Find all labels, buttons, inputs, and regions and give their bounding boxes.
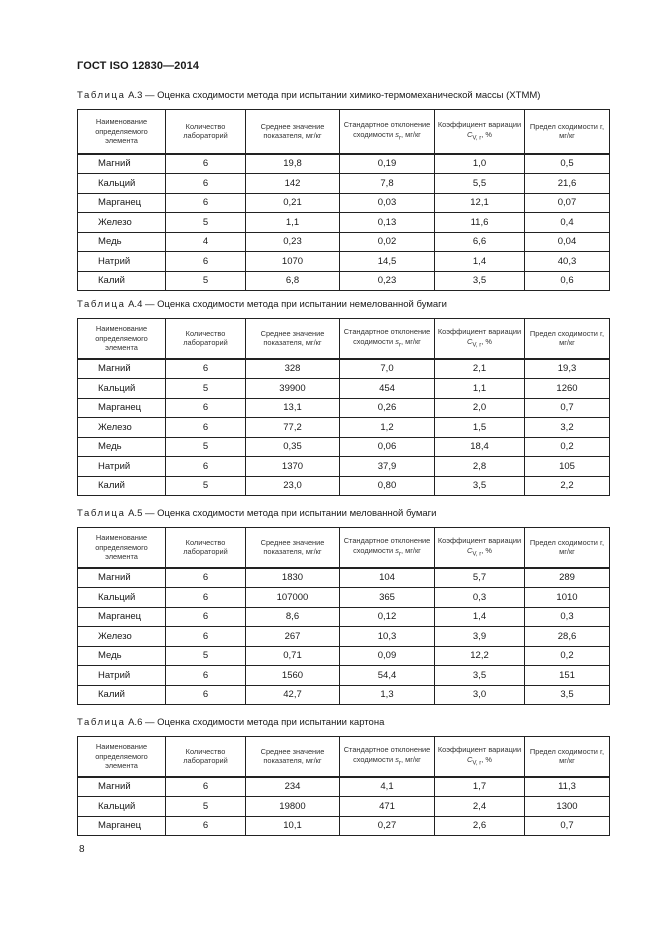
column-header: Стандартное отклонение сходимости $s_r$, мг/кг	[340, 110, 435, 154]
value-cell: 6	[166, 588, 246, 608]
value-cell: 7,8	[340, 174, 435, 194]
value-cell: 6	[166, 568, 246, 588]
table-caption-text: А.3 — Оценка сходимости метода при испытании химико-термомеханической массы (ХТММ)	[125, 90, 541, 101]
table-row	[78, 568, 610, 588]
element-name-cell: Кальций	[78, 797, 166, 817]
data-table	[77, 527, 610, 705]
table-row	[78, 588, 610, 608]
value-cell: 142	[246, 174, 340, 194]
table-row	[78, 437, 610, 457]
data-table	[77, 318, 610, 496]
value-cell: 6	[166, 627, 246, 647]
table-row	[78, 476, 610, 496]
table-caption-label: Таблица	[77, 717, 126, 728]
value-cell: 1,4	[435, 607, 525, 627]
value-cell: 6	[166, 685, 246, 705]
value-cell: 0,03	[340, 193, 435, 213]
table-row	[78, 777, 610, 797]
value-cell: 0,3	[435, 588, 525, 608]
value-cell: 0,04	[525, 232, 610, 252]
value-cell: 1,1	[435, 379, 525, 399]
value-cell: 40,3	[525, 252, 610, 272]
table-header-row	[78, 528, 610, 568]
column-header: Наименование определяемого элемента	[78, 110, 166, 154]
table-row	[78, 154, 610, 174]
table-caption-text: А.4 — Оценка сходимости метода при испытании немелованной бумаги	[125, 299, 447, 310]
value-cell: 0,7	[525, 816, 610, 836]
table-row	[78, 379, 610, 399]
element-name-cell: Калий	[78, 685, 166, 705]
value-cell: 42,7	[246, 685, 340, 705]
table-row	[78, 359, 610, 379]
value-cell: 1370	[246, 457, 340, 477]
value-cell: 1,3	[340, 685, 435, 705]
value-cell: 0,7	[525, 398, 610, 418]
element-name-cell: Натрий	[78, 666, 166, 686]
element-name-cell: Натрий	[78, 457, 166, 477]
value-cell: 19,3	[525, 359, 610, 379]
value-cell: 0,6	[525, 271, 610, 291]
column-header: Наименование определяемого элемента	[78, 737, 166, 777]
element-name-cell: Железо	[78, 418, 166, 438]
table-row	[78, 271, 610, 291]
element-name-cell: Магний	[78, 777, 166, 797]
value-cell: 3,5	[435, 476, 525, 496]
table-row	[78, 457, 610, 477]
value-cell: 23,0	[246, 476, 340, 496]
value-cell: 0,80	[340, 476, 435, 496]
table-row	[78, 213, 610, 233]
value-cell: 6	[166, 154, 246, 174]
value-cell: 0,19	[340, 154, 435, 174]
table-caption	[77, 299, 447, 310]
value-cell: 104	[340, 568, 435, 588]
element-name-cell: Кальций	[78, 174, 166, 194]
value-cell: 234	[246, 777, 340, 797]
value-cell: 289	[525, 568, 610, 588]
table-row	[78, 797, 610, 817]
table-header-row	[78, 319, 610, 359]
value-cell: 1,2	[340, 418, 435, 438]
value-cell: 267	[246, 627, 340, 647]
value-cell: 1830	[246, 568, 340, 588]
column-header: Стандартное отклонение сходимости $s_r$, мг/кг	[340, 319, 435, 359]
value-cell: 3,9	[435, 627, 525, 647]
value-cell: 0,35	[246, 437, 340, 457]
value-cell: 2,6	[435, 816, 525, 836]
value-cell: 8,6	[246, 607, 340, 627]
element-name-cell: Кальций	[78, 379, 166, 399]
value-cell: 151	[525, 666, 610, 686]
value-cell: 21,6	[525, 174, 610, 194]
value-cell: 2,1	[435, 359, 525, 379]
value-cell: 18,4	[435, 437, 525, 457]
value-cell: 0,07	[525, 193, 610, 213]
table-row	[78, 607, 610, 627]
column-header: Количество лабораторий	[166, 528, 246, 568]
value-cell: 6	[166, 777, 246, 797]
value-cell: 1,5	[435, 418, 525, 438]
value-cell: 107000	[246, 588, 340, 608]
value-cell: 365	[340, 588, 435, 608]
table-caption-label: Таблица	[77, 90, 126, 101]
column-header: Коэффициент вариации $C_{V, r}$, %	[435, 737, 525, 777]
value-cell: 1,4	[435, 252, 525, 272]
value-cell: 5,5	[435, 174, 525, 194]
element-name-cell: Железо	[78, 627, 166, 647]
value-cell: 0,2	[525, 437, 610, 457]
element-name-cell: Магний	[78, 359, 166, 379]
element-name-cell: Калий	[78, 476, 166, 496]
value-cell: 12,1	[435, 193, 525, 213]
column-header: Количество лабораторий	[166, 110, 246, 154]
value-cell: 0,2	[525, 646, 610, 666]
column-header: Среднее значение показателя, мг/кг	[246, 528, 340, 568]
element-name-cell: Марганец	[78, 193, 166, 213]
column-header: Среднее значение показателя, мг/кг	[246, 110, 340, 154]
table-row	[78, 816, 610, 836]
value-cell: 454	[340, 379, 435, 399]
table-caption-label: Таблица	[77, 508, 126, 519]
value-cell: 6	[166, 457, 246, 477]
column-header: Предел сходимости r, мг/кг	[525, 528, 610, 568]
value-cell: 6	[166, 398, 246, 418]
element-name-cell: Марганец	[78, 398, 166, 418]
table-row	[78, 646, 610, 666]
element-name-cell: Калий	[78, 271, 166, 291]
value-cell: 0,06	[340, 437, 435, 457]
value-cell: 0,23	[340, 271, 435, 291]
column-header: Стандартное отклонение сходимости $s_r$, мг/кг	[340, 737, 435, 777]
table-row	[78, 685, 610, 705]
value-cell: 105	[525, 457, 610, 477]
table-caption	[77, 508, 436, 519]
value-cell: 1300	[525, 797, 610, 817]
column-header: Наименование определяемого элемента	[78, 319, 166, 359]
table-caption-text: А.6 — Оценка сходимости метода при испытании картона	[125, 717, 385, 728]
value-cell: 19800	[246, 797, 340, 817]
element-name-cell: Железо	[78, 213, 166, 233]
element-name-cell: Магний	[78, 154, 166, 174]
value-cell: 3,0	[435, 685, 525, 705]
value-cell: 1,1	[246, 213, 340, 233]
value-cell: 2,8	[435, 457, 525, 477]
column-header: Коэффициент вариации $C_{V, r}$, %	[435, 319, 525, 359]
table-row	[78, 174, 610, 194]
value-cell: 1010	[525, 588, 610, 608]
value-cell: 11,3	[525, 777, 610, 797]
value-cell: 1560	[246, 666, 340, 686]
column-header: Среднее значение показателя, мг/кг	[246, 319, 340, 359]
value-cell: 1070	[246, 252, 340, 272]
value-cell: 5	[166, 797, 246, 817]
table-row	[78, 666, 610, 686]
value-cell: 5,7	[435, 568, 525, 588]
value-cell: 37,9	[340, 457, 435, 477]
value-cell: 0,3	[525, 607, 610, 627]
value-cell: 0,21	[246, 193, 340, 213]
value-cell: 2,4	[435, 797, 525, 817]
table-caption	[77, 90, 540, 101]
value-cell: 5	[166, 437, 246, 457]
element-name-cell: Марганец	[78, 816, 166, 836]
value-cell: 5	[166, 646, 246, 666]
data-table	[77, 109, 610, 291]
value-cell: 0,26	[340, 398, 435, 418]
table-caption	[77, 717, 384, 728]
value-cell: 0,71	[246, 646, 340, 666]
value-cell: 6,8	[246, 271, 340, 291]
table-row	[78, 627, 610, 647]
value-cell: 54,4	[340, 666, 435, 686]
column-header: Наименование определяемого элемента	[78, 528, 166, 568]
value-cell: 471	[340, 797, 435, 817]
value-cell: 6	[166, 816, 246, 836]
value-cell: 1,0	[435, 154, 525, 174]
column-header: Количество лабораторий	[166, 319, 246, 359]
value-cell: 0,09	[340, 646, 435, 666]
element-name-cell: Марганец	[78, 607, 166, 627]
column-header: Предел сходимости r, мг/кг	[525, 110, 610, 154]
column-header: Коэффициент вариации $C_{V, r}$, %	[435, 528, 525, 568]
value-cell: 4	[166, 232, 246, 252]
table-caption-text: А.5 — Оценка сходимости метода при испытании мелованной бумаги	[125, 508, 437, 519]
column-header: Коэффициент вариации $C_{V, r}$, %	[435, 110, 525, 154]
value-cell: 0,4	[525, 213, 610, 233]
value-cell: 14,5	[340, 252, 435, 272]
value-cell: 13,1	[246, 398, 340, 418]
value-cell: 1260	[525, 379, 610, 399]
value-cell: 5	[166, 213, 246, 233]
table-header-row	[78, 737, 610, 777]
value-cell: 3,5	[435, 666, 525, 686]
value-cell: 28,6	[525, 627, 610, 647]
value-cell: 5	[166, 271, 246, 291]
value-cell: 10,3	[340, 627, 435, 647]
value-cell: 6,6	[435, 232, 525, 252]
table-row	[78, 193, 610, 213]
value-cell: 6	[166, 174, 246, 194]
value-cell: 10,1	[246, 816, 340, 836]
value-cell: 0,5	[525, 154, 610, 174]
element-name-cell: Медь	[78, 232, 166, 252]
table-header-row	[78, 110, 610, 154]
value-cell: 6	[166, 607, 246, 627]
table-row	[78, 252, 610, 272]
value-cell: 3,5	[435, 271, 525, 291]
column-header: Количество лабораторий	[166, 737, 246, 777]
element-name-cell: Натрий	[78, 252, 166, 272]
value-cell: 6	[166, 359, 246, 379]
page-number: 8	[79, 844, 85, 855]
value-cell: 6	[166, 193, 246, 213]
element-name-cell: Кальций	[78, 588, 166, 608]
value-cell: 0,23	[246, 232, 340, 252]
value-cell: 328	[246, 359, 340, 379]
value-cell: 4,1	[340, 777, 435, 797]
value-cell: 0,13	[340, 213, 435, 233]
value-cell: 0,12	[340, 607, 435, 627]
table-caption-label: Таблица	[77, 299, 126, 310]
value-cell: 0,27	[340, 816, 435, 836]
column-header: Предел сходимости r, мг/кг	[525, 319, 610, 359]
value-cell: 3,5	[525, 685, 610, 705]
element-name-cell: Магний	[78, 568, 166, 588]
value-cell: 6	[166, 252, 246, 272]
value-cell: 77,2	[246, 418, 340, 438]
value-cell: 3,2	[525, 418, 610, 438]
value-cell: 19,8	[246, 154, 340, 174]
table-row	[78, 398, 610, 418]
column-header: Стандартное отклонение сходимости $s_r$, мг/кг	[340, 528, 435, 568]
value-cell: 39900	[246, 379, 340, 399]
value-cell: 0,02	[340, 232, 435, 252]
value-cell: 6	[166, 418, 246, 438]
value-cell: 5	[166, 476, 246, 496]
value-cell: 2,2	[525, 476, 610, 496]
value-cell: 12,2	[435, 646, 525, 666]
column-header: Предел сходимости r, мг/кг	[525, 737, 610, 777]
data-table	[77, 736, 610, 836]
element-name-cell: Медь	[78, 437, 166, 457]
value-cell: 6	[166, 666, 246, 686]
value-cell: 7,0	[340, 359, 435, 379]
value-cell: 5	[166, 379, 246, 399]
table-row	[78, 232, 610, 252]
value-cell: 1,7	[435, 777, 525, 797]
value-cell: 2,0	[435, 398, 525, 418]
value-cell: 11,6	[435, 213, 525, 233]
table-row	[78, 418, 610, 438]
document-title: ГОСТ ISO 12830—2014	[77, 60, 200, 72]
element-name-cell: Медь	[78, 646, 166, 666]
column-header: Среднее значение показателя, мг/кг	[246, 737, 340, 777]
